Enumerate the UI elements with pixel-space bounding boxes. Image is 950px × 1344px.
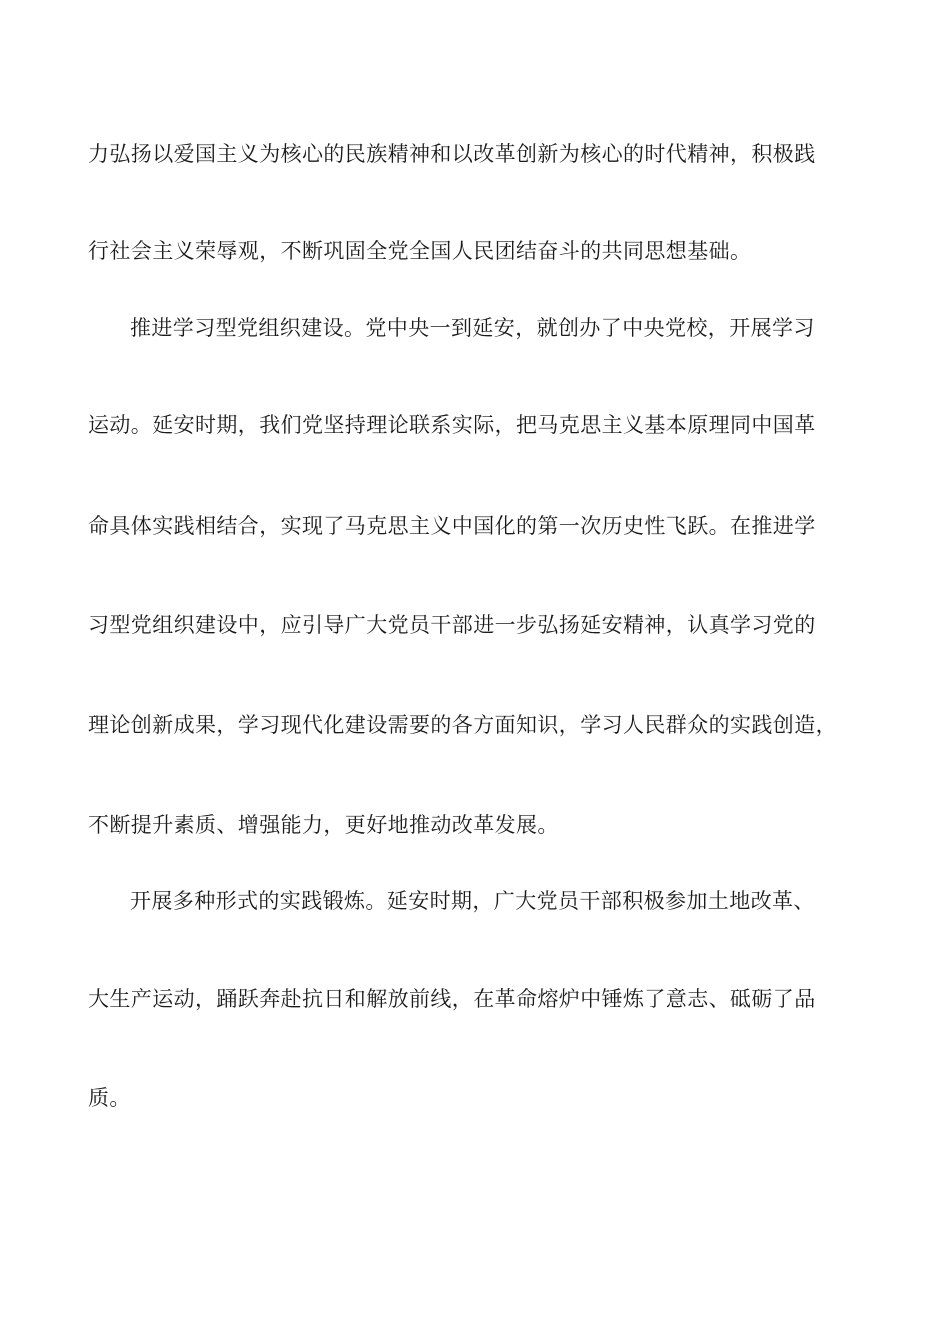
text-line-6: 习型党组织建设中，应引导广大党员干部进一步弘扬延安精神，认真学习党的 xyxy=(88,613,816,637)
text-line-11: 质。 xyxy=(88,1086,131,1110)
text-line-4: 运动。延安时期，我们党坚持理论联系实际，把马克思主义基本原理同中国革 xyxy=(88,413,816,437)
paragraph-start-line-3: 推进学习型党组织建设。党中央一到延安，就创办了中央党校，开展学习 xyxy=(130,316,815,340)
text-line-2: 行社会主义荣辱观，不断巩固全党全国人民团结奋斗的共同思想基础。 xyxy=(88,239,752,263)
text-line-10: 大生产运动，踊跃奔赴抗日和解放前线，在革命熔炉中锤炼了意志、砥砺了品 xyxy=(88,987,816,1011)
text-line-1: 力弘扬以爱国主义为核心的民族精神和以改革创新为核心的时代精神，积极践 xyxy=(88,142,816,166)
text-line-5: 命具体实践相结合，实现了马克思主义中国化的第一次历史性飞跃。在推进学 xyxy=(88,514,816,538)
paragraph-start-line-9: 开展多种形式的实践锻炼。延安时期，广大党员干部积极参加土地改革、 xyxy=(130,889,815,913)
text-line-7: 理论创新成果，学习现代化建设需要的各方面知识，学习人民群众的实践创造， xyxy=(88,713,837,737)
text-line-8: 不断提升素质、增强能力，更好地推动改革发展。 xyxy=(88,813,559,837)
